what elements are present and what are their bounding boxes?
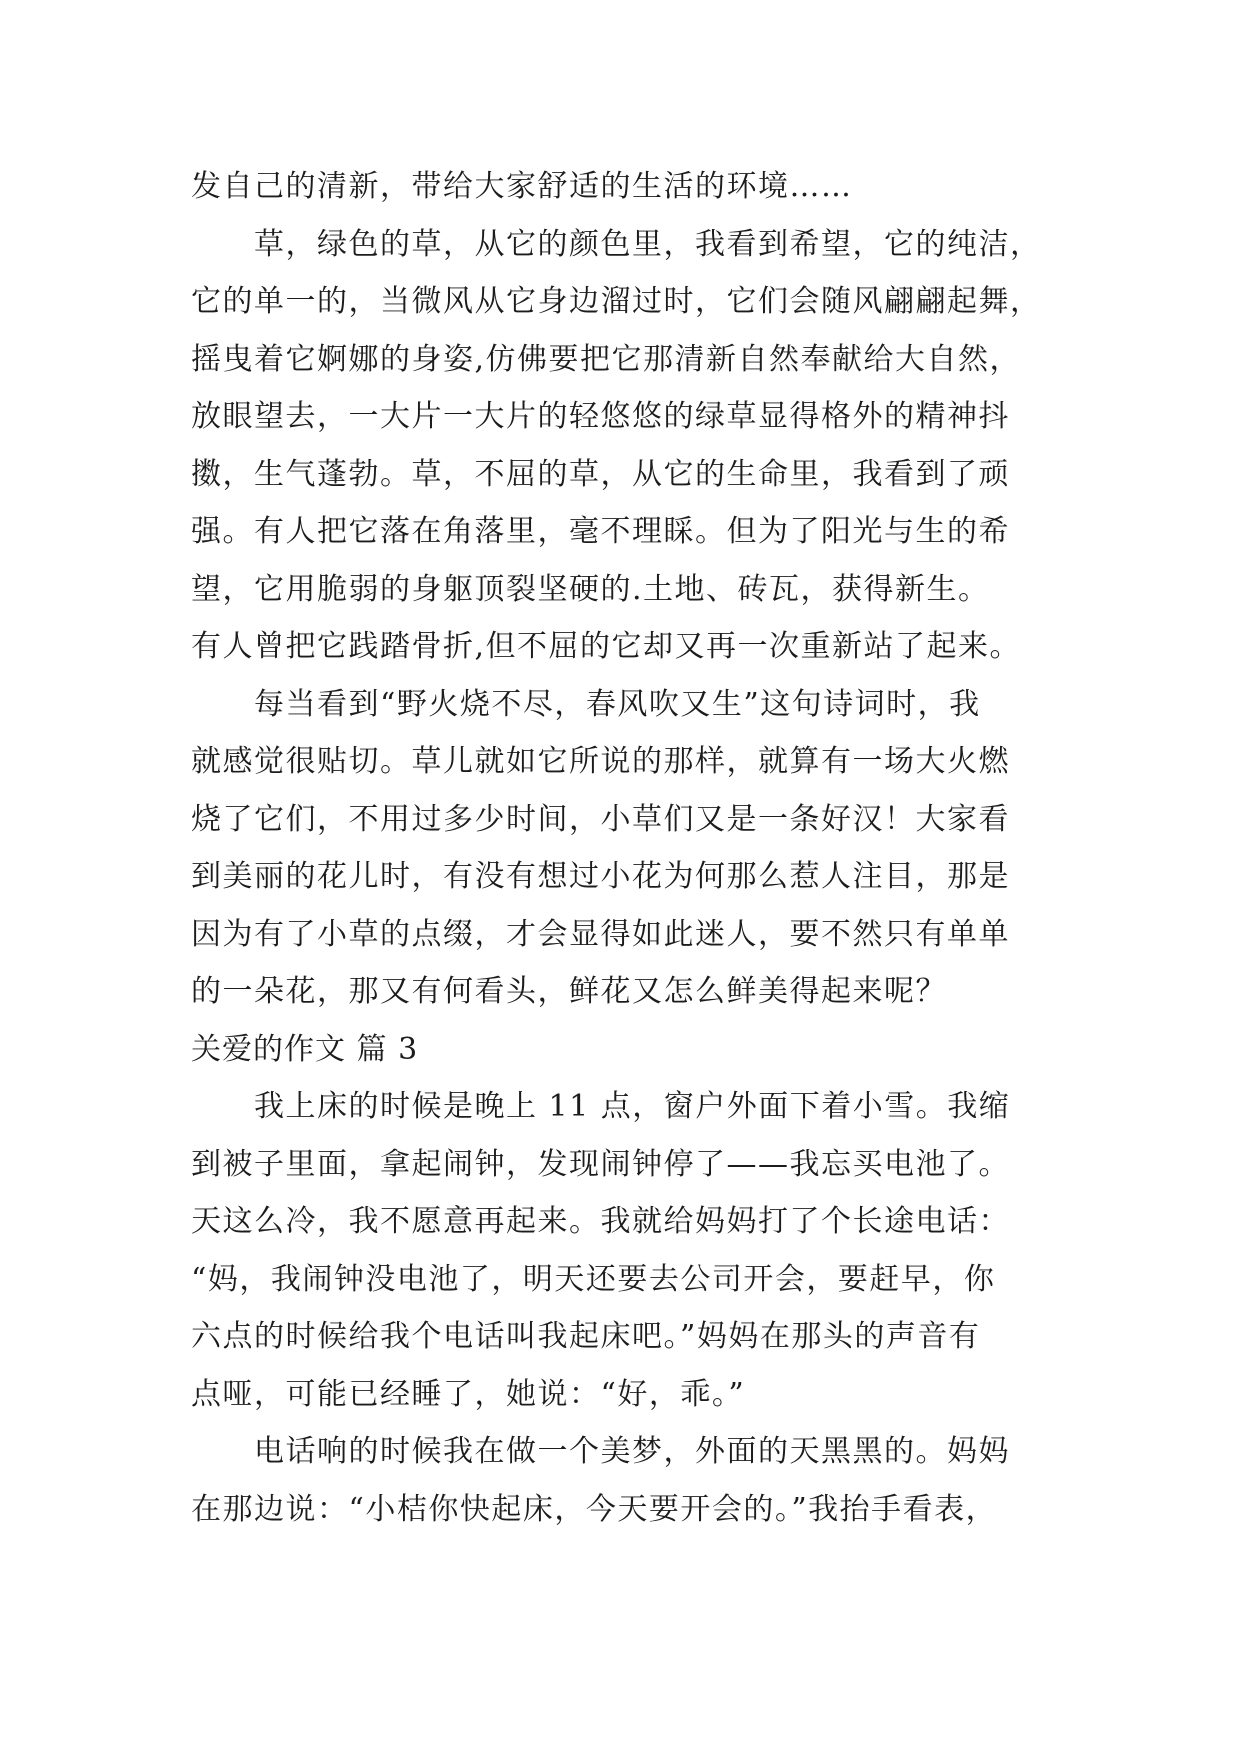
text-line: 六点的时候给我个电话叫我起床吧。”妈妈在那头的声音有 xyxy=(191,1319,981,1354)
text-line: 强。有人把它落在角落里，毫不理睬。但为了阳光与生的希 xyxy=(191,514,1010,549)
text-line: 到被子里面，拿起闹钟，发现闹钟停了——我忘买电池了。 xyxy=(191,1146,1010,1182)
text-line: 到美丽的花儿时，有没有想过小花为何那么惹人注目，那是 xyxy=(191,859,1010,894)
text-line: 摇曳着它婀娜的身姿,仿佛要把它那清新自然奉献给大自然， xyxy=(191,341,1022,377)
section-heading: 关爱的作文 篇 3 xyxy=(191,1031,419,1067)
paragraph-first-line: 草，绿色的草，从它的颜色里，我看到希望，它的纯洁， xyxy=(254,226,1042,262)
text-line: 在那边说：“小桔你快起床，今天要开会的。”我抬手看表， xyxy=(191,1491,998,1527)
text-line: 有人曾把它践踏骨折,但不屈的它却又再一次重新站了起来。 xyxy=(191,629,1022,664)
text-line: 的一朵花，那又有何看头，鲜花又怎么鲜美得起来呢？ xyxy=(191,974,947,1009)
paragraph-first-line: 我上床的时候是晚上 11 点，窗户外面下着小雪。我缩 xyxy=(254,1089,1011,1124)
text-line: 望，它用脆弱的身躯顶裂坚硬的.土地、砖瓦，获得新生。 xyxy=(191,571,990,607)
paragraph-first-line: 电话响的时候我在做一个美梦，外面的天黑黑的。妈妈 xyxy=(254,1434,1010,1469)
text-line: 放眼望去，一大片一大片的轻悠悠的绿草显得格外的精神抖 xyxy=(191,399,1010,434)
text-line: 就感觉很贴切。草儿就如它所说的那样，就算有一场大火燃 xyxy=(191,744,1010,779)
text-line: 擞，生气蓬勃。草，不屈的草，从它的生命里，我看到了顽 xyxy=(191,456,1010,492)
text-line: 发自己的清新，带给大家舒适的生活的环境…… xyxy=(191,169,853,204)
text-line: 因为有了小草的点缀，才会显得如此迷人，要不然只有单单 xyxy=(191,916,1010,952)
essay-body xyxy=(191,158,1071,1538)
text-line: 它的单一的，当微风从它身边溜过时，它们会随风翩翩起舞， xyxy=(191,284,1042,319)
text-line: “妈，我闹钟没电池了，明天还要去公司开会，要赶早，你 xyxy=(191,1261,996,1297)
paragraph-first-line: 每当看到“野火烧不尽，春风吹又生”这句诗词时，我 xyxy=(254,686,981,722)
text-line: 烧了它们，不用过多少时间，小草们又是一条好汉！大家看 xyxy=(191,801,1010,837)
text-line: 天这么冷，我不愿意再起来。我就给妈妈打了个长途电话： xyxy=(191,1204,1010,1239)
text-line: 点哑，可能已经睡了，她说：“好，乖。” xyxy=(191,1376,746,1412)
